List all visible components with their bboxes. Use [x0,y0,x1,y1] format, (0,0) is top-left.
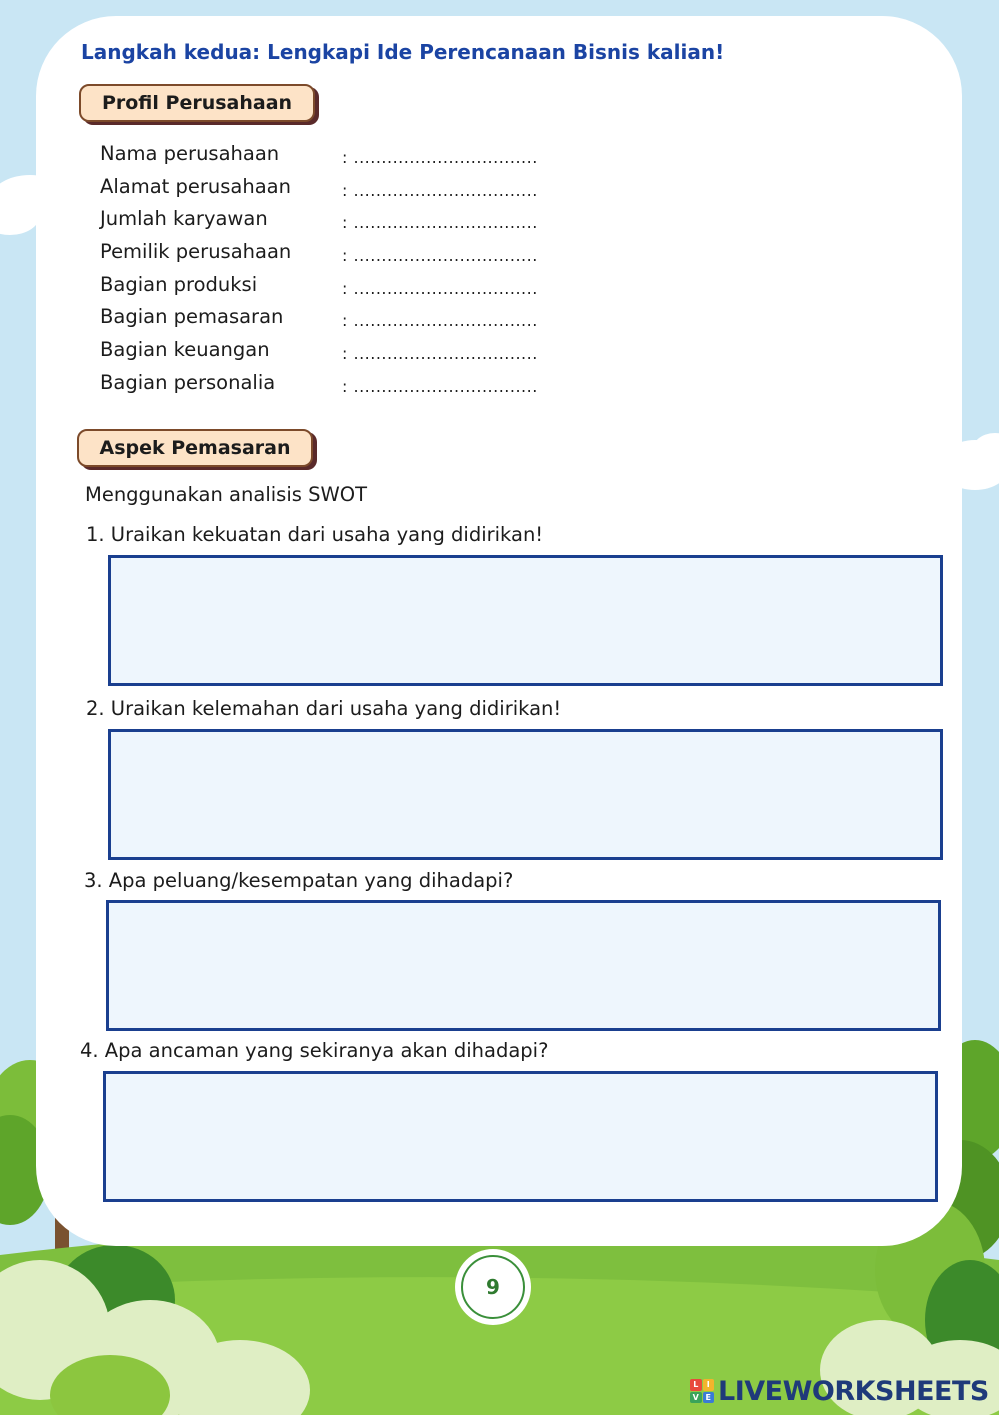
section-tag-aspek: Aspek Pemasaran [77,429,313,467]
page-number-badge [458,1252,528,1322]
profile-label: Jumlah karyawan [100,207,268,231]
question-3-text: 3. Apa peluang/kesempatan yang dihadapi? [84,869,514,892]
profile-label: Alamat perusahaan [100,174,291,198]
profile-label: Bagian pemasaran [100,305,284,329]
answer-box-3[interactable] [106,900,941,1031]
answer-box-2[interactable] [108,729,943,860]
profile-value[interactable]: : ................................. [342,213,538,233]
section-tag-profil: Profil Perusahaan [79,84,315,122]
profile-label: Pemilik perusahaan [100,240,292,264]
profile-value[interactable]: : ................................. [342,376,538,396]
page-heading: Langkah kedua: Lengkapi Ide Perencanaan Bisnis kalian! [81,40,725,64]
question-1-text: 1. Uraikan kekuatan dari usaha yang didirikan! [86,523,544,546]
watermark-text: LIVEWORKSHEETS [718,1375,989,1407]
profile-label: Bagian produksi [100,272,258,296]
profile-label: Nama perusahaan [100,142,280,165]
profile-value[interactable]: : ................................. [342,246,538,266]
question-2-text: 2. Uraikan kelemahan dari usaha yang didirikan! [86,697,562,720]
profile-value[interactable]: : ................................. [342,344,538,364]
profile-value[interactable]: : ................................. [342,278,538,298]
liveworksheets-watermark [690,1374,989,1408]
profile-value[interactable]: : ................................. [342,180,538,200]
answer-box-4[interactable] [103,1071,938,1202]
page-number: 9 [461,1255,525,1319]
profile-value[interactable]: : ................................. [342,148,538,167]
profile-label: Bagian personalia [100,370,276,394]
liveworksheets-logo-icon: L I V E [690,1379,714,1403]
profile-value[interactable]: : ................................. [342,311,538,331]
swot-intro: Menggunakan analisis SWOT [85,483,368,506]
question-4-text: 4. Apa ancaman yang sekiranya akan dihadapi? [80,1039,549,1062]
answer-box-1[interactable] [108,555,943,686]
profile-label: Bagian keuangan [100,338,270,362]
